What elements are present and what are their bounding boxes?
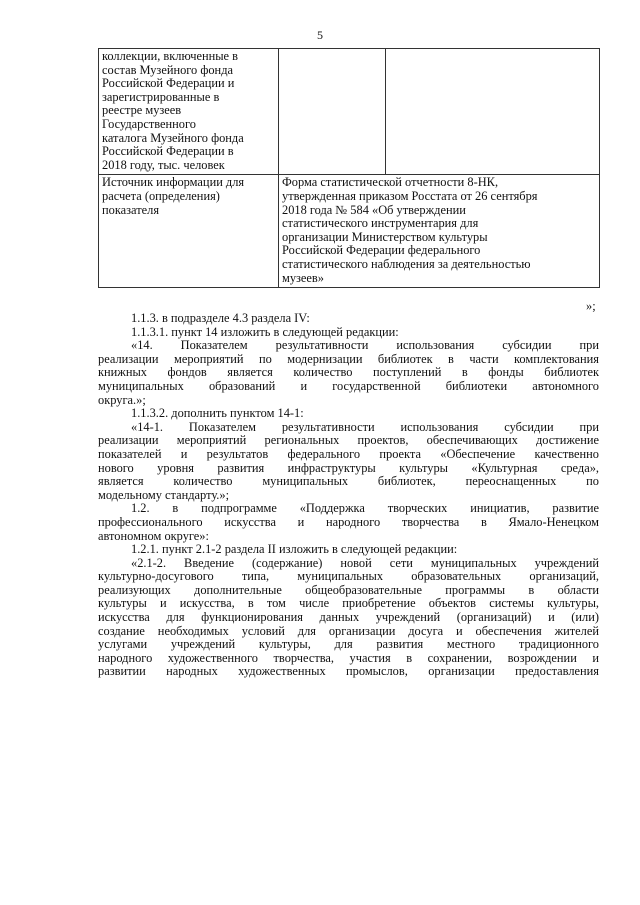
text-line: округа.»; <box>98 392 146 407</box>
text-line: народного художественного творчества, участия в сохранении, возрождении и <box>98 650 599 665</box>
cell-line: 2018 года № 584 «Об утверждении <box>282 202 466 217</box>
cell-line: состав Музейного фонда <box>102 62 233 77</box>
paragraph <box>98 326 599 340</box>
text-line: реализующих дополнительные общеобразовательные программы в области <box>98 582 599 597</box>
paragraph <box>98 502 599 543</box>
paragraph <box>98 407 599 421</box>
cell-line: расчета (определения) <box>102 188 220 203</box>
body-text <box>98 312 599 679</box>
page-number: 5 <box>317 28 323 42</box>
table-cell-empty <box>279 49 386 175</box>
cell-line: Форма статистической отчетности 8-НК, <box>282 175 499 190</box>
cell-line: 2018 году, тыс. человек <box>102 157 225 172</box>
text-line: «2.1-2. Введение (содержание) новой сети муниципальных учреждений <box>131 555 599 570</box>
text-line: книжных фондов является количество поступлений в фонды библиотек <box>98 365 599 380</box>
paragraph <box>98 312 599 326</box>
indicator-table <box>98 48 600 288</box>
text-line: муниципальных образований и государственной библиотеки автономного <box>98 378 599 393</box>
text-line: 1.1.3.1. пункт 14 изложить в следующей редакции: <box>131 324 399 339</box>
text-line: «14-1. Показателем результативности использования субсидии при <box>131 419 599 434</box>
text-line: модельному стандарту.»; <box>98 487 230 502</box>
text-line: реализации мероприятий по модернизации библиотек в части комплектования <box>98 351 599 366</box>
table-cell-source-label <box>99 175 279 288</box>
text-line: услугами учреждений культуры, для развития местного традиционного <box>98 637 599 652</box>
text-line: «14. Показателем результативности использования субсидии при <box>131 338 599 353</box>
table-cell-indicator-name <box>99 49 279 175</box>
table-cell-empty <box>386 49 600 175</box>
text-line: создание необходимых условий для организации досуга и обеспечения жителей <box>98 623 599 638</box>
text-line: искусства для функционирования данных учреждений (организаций) и (или) <box>98 610 599 625</box>
cell-line: зарегистрированные в <box>102 89 220 104</box>
cell-line: утвержденная приказом Росстата от 26 сентября <box>282 188 538 203</box>
paragraph <box>98 557 599 679</box>
text-line: автономном округе»: <box>98 528 209 543</box>
text-line: 1.1.3. в подразделе 4.3 раздела IV: <box>131 311 310 325</box>
text-line: 1.1.3.2. дополнить пунктом 14-1: <box>131 406 304 421</box>
text-line: 1.2.1. пункт 2.1-2 раздела II изложить в следующей редакции: <box>131 542 458 557</box>
text-line: 1.2. в подпрограмме «Поддержка творческих инициатив, развитие <box>131 501 599 516</box>
cell-line: статистического наблюдения за деятельностью <box>282 256 531 271</box>
cell-line: статистического инструментария для <box>282 216 479 231</box>
closing-quote: »; <box>586 299 596 313</box>
cell-line: музеев» <box>282 270 324 285</box>
text-line: развитии народных художественных промыслов, организации предоставления <box>98 664 599 679</box>
cell-line: каталога Музейного фонда <box>102 130 244 145</box>
text-line: является количество муниципальных библиотек, переоснащенных по <box>98 474 599 489</box>
cell-line: показателя <box>102 202 160 217</box>
cell-line: реестре музеев <box>102 103 182 118</box>
text-line: профессионального искусства и народного творчества в Ямало-Ненецком <box>98 514 599 529</box>
text-line: нового уровня развития инфраструктуры культуры «Культурная среда», <box>98 460 599 475</box>
paragraph <box>98 421 599 503</box>
text-line: реализации мероприятий региональных проектов, обеспечивающих достижение <box>98 433 599 448</box>
text-line: культурно-досугового типа, муниципальных образовательных организаций, <box>98 569 599 584</box>
paragraph <box>98 543 599 557</box>
cell-line: организации Министерством культуры <box>282 229 488 244</box>
text-line: показателей и результатов федерального проекта «Обеспечение качественно <box>98 446 599 461</box>
cell-line: Российской Федерации и <box>102 76 235 91</box>
cell-line: Источник информации для <box>102 175 245 190</box>
table-row <box>99 175 600 288</box>
cell-line: коллекции, включенные в <box>102 49 238 63</box>
paragraph <box>98 339 599 407</box>
table-row <box>99 49 600 175</box>
cell-line: Государственного <box>102 116 196 131</box>
text-line: культуры и искусства, в том числе приобретение объектов системы культуры, <box>98 596 599 611</box>
cell-line: Российской Федерации в <box>102 144 234 159</box>
table-cell-source-value <box>279 175 600 288</box>
cell-line: Российской Федерации федерального <box>282 243 481 258</box>
